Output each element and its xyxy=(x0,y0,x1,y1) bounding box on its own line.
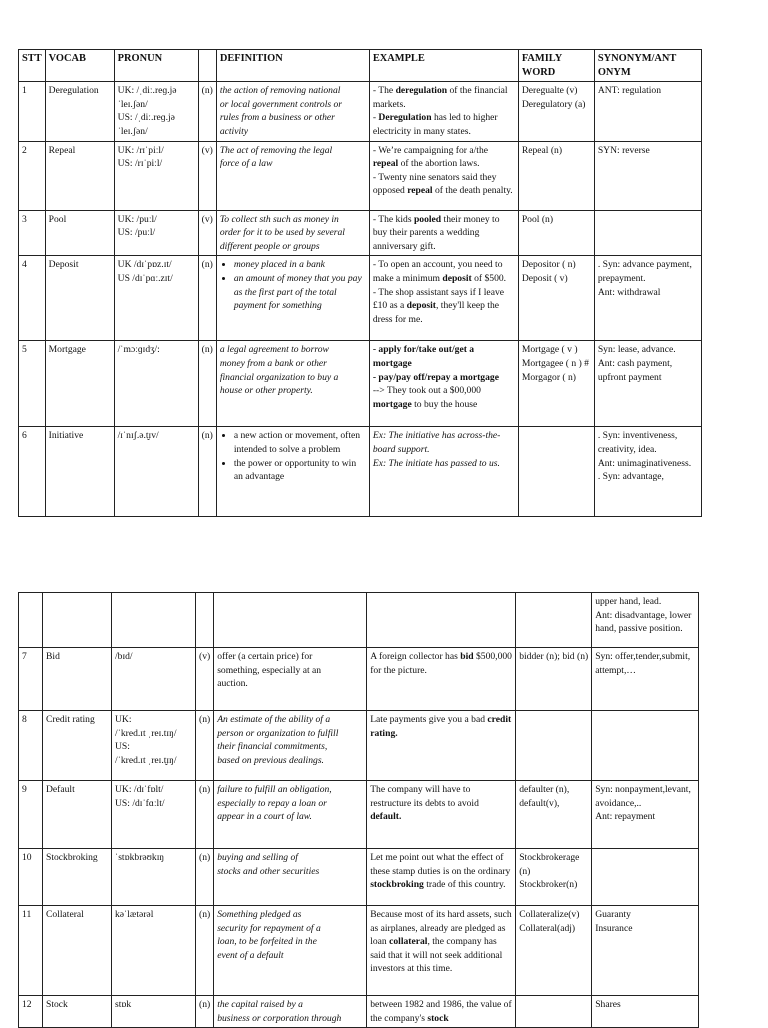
pronunciation xyxy=(112,711,196,781)
table-row xyxy=(19,141,702,210)
synonym-line: Ant: disadvantage, lower hand, passive position. xyxy=(595,609,694,635)
header-vocab: VOCAB xyxy=(45,50,114,82)
synonym-line: Guaranty xyxy=(595,909,631,920)
family-word: defaulter (n), xyxy=(519,784,570,795)
family-word: Mortgagee ( n ) # Morgagor ( n) xyxy=(521,357,592,383)
family-word: Depositor ( n) xyxy=(521,259,576,271)
synonym-antonym xyxy=(592,648,699,711)
example xyxy=(369,141,518,210)
pronunciation-line: stɒk xyxy=(115,999,132,1010)
table-2-body xyxy=(19,593,699,1028)
family-word: Repeal (n) xyxy=(521,144,563,156)
part-of-speech xyxy=(196,593,214,648)
part-of-speech: (v) xyxy=(196,648,214,711)
synonym-line: . Syn: advantage, xyxy=(597,471,664,483)
definition-list xyxy=(220,258,366,312)
definition-line: something, especially at an xyxy=(217,664,322,676)
synonym-antonym xyxy=(594,256,701,341)
definition-line: person or organization to fulfill xyxy=(217,727,339,739)
row-number: 9 xyxy=(19,781,43,849)
definition-line: loan, to be forfeited in the xyxy=(217,936,317,948)
pronunciation xyxy=(114,427,198,517)
pronunciation-line: ˈstɒkbrəʊkɪŋ xyxy=(115,852,165,863)
header-family: FAMILY WORD xyxy=(518,50,594,82)
family-words xyxy=(516,849,592,906)
definition xyxy=(216,141,369,210)
pronunciation-line: UK: /puːl/ xyxy=(117,213,157,225)
part-of-speech: (n) xyxy=(196,781,214,849)
definition xyxy=(214,593,367,648)
definition xyxy=(216,210,369,256)
part-of-speech: (v) xyxy=(198,210,216,256)
synonym-line: Ant: repayment xyxy=(595,811,656,823)
table-row xyxy=(19,256,702,341)
synonym-line: . Syn: inventiveness, creativity, idea. xyxy=(597,430,680,455)
table-row xyxy=(19,906,699,996)
pronunciation-line: /ˈkred.ɪt ˌreɪ.t̬ɪŋ/ xyxy=(115,754,177,766)
definition-line: appear in a court of law. xyxy=(217,811,312,823)
header-example: EXAMPLE xyxy=(369,50,518,82)
table-row xyxy=(19,648,699,711)
part-of-speech: (v) xyxy=(198,141,216,210)
table-row xyxy=(19,849,699,906)
example-line: A foreign collector has bid $500,000 for the picture. xyxy=(370,651,515,676)
pronunciation xyxy=(112,781,196,849)
definition-item: • a new action or movement, often intended to solve a problem xyxy=(234,429,366,456)
example xyxy=(369,341,518,427)
definition-line: force of a law xyxy=(219,158,273,170)
synonym-antonym xyxy=(592,593,699,648)
example-keyword: deposit xyxy=(442,272,472,284)
example-line: - We’re campaigning for a/the repeal of the abortion laws. xyxy=(372,144,491,170)
definition-line: rules from a business or other xyxy=(219,112,335,124)
example xyxy=(367,906,516,996)
example xyxy=(369,256,518,341)
table-row xyxy=(19,781,699,849)
row-number: 7 xyxy=(19,648,43,711)
pronunciation xyxy=(114,141,198,210)
definition xyxy=(216,82,369,141)
definition-line: the capital raised by a xyxy=(217,999,303,1010)
definition-line: the action of removing national xyxy=(219,85,341,97)
example-keyword: collateral xyxy=(389,936,428,948)
family-words xyxy=(516,648,592,711)
example xyxy=(367,781,516,849)
vocab-word: Credit rating xyxy=(43,711,112,781)
definition xyxy=(214,648,367,711)
pronunciation-line: /ˈkred.ɪt ˌreɪ.tɪŋ/ xyxy=(115,727,177,739)
pronunciation xyxy=(112,996,196,1028)
example-line xyxy=(373,371,515,385)
example-line: - Deregulation has led to higher electricity in many states. xyxy=(372,112,501,137)
family-word: Stockbrokerage (n) xyxy=(519,852,582,877)
definition-line: house or other property. xyxy=(219,385,313,397)
vocab-table-2 xyxy=(18,592,699,1028)
synonym-line: prepayment. xyxy=(597,272,646,284)
pronunciation-line: kəˈlætərəl xyxy=(115,909,154,920)
vocab-word: Collateral xyxy=(43,906,112,996)
example xyxy=(367,711,516,781)
header-definition: DEFINITION xyxy=(216,50,369,82)
definition-item: • an amount of money that you pay as the first part of the total payment for something xyxy=(234,272,366,313)
family-word: Deregulatory (a) xyxy=(521,98,586,110)
definition-item: • the power or opportunity to win an advantage xyxy=(234,457,366,484)
pronunciation xyxy=(114,210,198,256)
synonym-antonym xyxy=(594,341,701,427)
example-keyword: deregulation xyxy=(395,85,448,97)
row-number: 11 xyxy=(19,906,43,996)
part-of-speech: (n) xyxy=(198,427,216,517)
example xyxy=(367,996,516,1028)
example-keyword: stock xyxy=(427,1012,449,1024)
pronunciation xyxy=(112,648,196,711)
definition-line: especially to repay a loan or xyxy=(217,797,327,809)
table-row xyxy=(19,593,699,648)
synonym-line: Shares xyxy=(595,999,621,1010)
family-word: Deregualte (v) xyxy=(521,85,578,97)
part-of-speech: (n) xyxy=(196,996,214,1028)
pronunciation-line: ˈleɪ.ʃən/ xyxy=(117,98,148,110)
synonym-line: Insurance xyxy=(595,922,633,934)
family-word: bidder (n); bid (n) xyxy=(519,651,589,662)
family-words xyxy=(516,781,592,849)
example-line: - The kids pooled their money to buy their parents a wedding anniversary gift. xyxy=(372,213,502,252)
vocab-word: Stockbroking xyxy=(43,849,112,906)
family-words xyxy=(518,141,594,210)
pronunciation-line: UK: /rɪˈpiːl/ xyxy=(117,144,164,156)
example-line: Late payments give you a bad credit rating. xyxy=(370,714,514,739)
header-pronun: PRONUN xyxy=(114,50,198,82)
pronunciation-line: UK: xyxy=(115,714,132,725)
vocab-word: Mortgage xyxy=(45,341,114,427)
vocab-word: Bid xyxy=(43,648,112,711)
example-line: Let me point out what the effect of these stamp duties is on the ordinary stockbroking trade of this country. xyxy=(370,852,513,891)
definition xyxy=(216,256,369,341)
pronunciation-line: US: /puːl/ xyxy=(117,227,156,239)
family-words xyxy=(518,210,594,256)
synonym-line: SYN: reverse xyxy=(597,144,650,156)
table-1-body xyxy=(19,82,702,517)
vocab-word: Initiative xyxy=(45,427,114,517)
example-keyword: Deregulation xyxy=(378,112,432,124)
definition xyxy=(216,427,369,517)
definition-line: Something pledged as xyxy=(217,909,302,920)
example-line: Ex: The initiative has across-the-board support. xyxy=(372,430,501,455)
pronunciation-line: ˈleɪ.ʃən/ xyxy=(117,125,148,137)
example-line: - The shop assistant says if I leave £10 as a deposit, they'll keep the dress for me. xyxy=(372,286,507,325)
part-of-speech: (n) xyxy=(196,849,214,906)
definition-line: To collect sth such as money in xyxy=(219,213,339,225)
synonym-line: . Syn: advance payment, xyxy=(597,259,692,271)
definition-line: based on previous dealings. xyxy=(217,754,324,766)
definition xyxy=(214,849,367,906)
definition-line: business or corporation through xyxy=(217,1012,342,1024)
pronunciation-line: /ɪˈnɪʃ.ə.t̬ɪv/ xyxy=(117,430,159,442)
table-row xyxy=(19,82,702,141)
example-line: - To open an account, you need to make a minimum deposit of $500. xyxy=(372,259,507,284)
synonym-line: upper hand, lead. xyxy=(595,596,662,607)
definition-line: security for repayment of a xyxy=(217,922,321,934)
row-number: 2 xyxy=(19,141,46,210)
synonym-antonym xyxy=(594,82,701,141)
definition-line: stocks and other securities xyxy=(217,865,320,877)
definition-line: offer (a certain price) for xyxy=(217,651,313,662)
example-keyword: deposit xyxy=(406,300,436,312)
synonym-antonym xyxy=(594,427,701,517)
definition-line: different people or groups xyxy=(219,240,320,252)
row-number xyxy=(19,593,43,648)
family-word: Pool (n) xyxy=(521,213,554,225)
row-number: 5 xyxy=(19,341,46,427)
definition-line: a legal agreement to borrow xyxy=(219,344,329,356)
synonym-line: Ant: cash payment, upfront payment xyxy=(597,357,675,383)
example-keyword: repeal xyxy=(407,185,433,197)
pronunciation xyxy=(114,82,198,141)
definition xyxy=(214,906,367,996)
example xyxy=(369,82,518,141)
header-row xyxy=(19,50,702,82)
vocab-word: Deregulation xyxy=(45,82,114,141)
example-line: - The deregulation of the financial markets. xyxy=(372,85,510,110)
row-number: 6 xyxy=(19,427,46,517)
family-words xyxy=(516,711,592,781)
pronunciation-line: US: /dɪˈfɑːlt/ xyxy=(115,797,165,809)
header-stt: STT xyxy=(19,50,46,82)
family-words xyxy=(518,256,594,341)
synonym-antonym xyxy=(594,141,701,210)
vocab-word: Pool xyxy=(45,210,114,256)
family-word: Deposit ( v) xyxy=(521,272,568,284)
definition-line: money from a bank or other xyxy=(219,357,327,369)
example-line: Because most of its hard assets, such as airplanes, already are pledged as loan collateral, the company has said that it will not seek additional investors at this time. xyxy=(370,909,515,975)
part-of-speech: (n) xyxy=(198,341,216,427)
pronunciation-line: UK: /ˌdiː.reɡ.jə xyxy=(117,85,177,97)
definition-list xyxy=(220,429,366,483)
row-number: 10 xyxy=(19,849,43,906)
row-number: 8 xyxy=(19,711,43,781)
synonym-antonym xyxy=(592,849,699,906)
family-words xyxy=(516,593,592,648)
synonym-antonym xyxy=(594,210,701,256)
family-word: Stockbroker(n) xyxy=(519,879,578,891)
synonym-line: Syn: nonpayment,levant, avoidance,.. xyxy=(595,784,694,809)
example-keyword: stockbroking xyxy=(370,879,424,891)
pronunciation-line: UK: /dɪˈfɒlt/ xyxy=(115,784,164,795)
synonym-antonym xyxy=(592,996,699,1028)
row-number: 12 xyxy=(19,996,43,1028)
family-words xyxy=(518,82,594,141)
example-keyword: - pay/pay off/repay a mortgage xyxy=(372,371,499,383)
family-word: default(v), xyxy=(519,797,560,809)
example xyxy=(367,648,516,711)
definition-line: auction. xyxy=(217,678,248,690)
example-keyword: bid xyxy=(460,651,474,662)
family-words xyxy=(516,996,592,1028)
synonym-line: Ant: unimaginativeness. xyxy=(597,457,692,469)
pronunciation xyxy=(112,906,196,996)
definition-line: event of a default xyxy=(217,949,284,961)
part-of-speech: (n) xyxy=(196,711,214,781)
family-words xyxy=(518,341,594,427)
family-words xyxy=(516,906,592,996)
definition xyxy=(214,711,367,781)
synonym-antonym xyxy=(592,781,699,849)
vocab-table-1 xyxy=(18,49,702,517)
example xyxy=(367,849,516,906)
synonym-line: Syn: offer,tender,submit, attempt,… xyxy=(595,651,693,676)
definition-line: or local government controls or xyxy=(219,98,343,110)
definition-line: An estimate of the ability of a xyxy=(217,714,331,725)
pronunciation xyxy=(114,256,198,341)
definition xyxy=(214,781,367,849)
header-pos xyxy=(198,50,216,82)
vocab-word: Stock xyxy=(43,996,112,1028)
definition-line: failure to fulfill an obligation, xyxy=(217,784,332,795)
vocab-word: Repeal xyxy=(45,141,114,210)
example-keyword: - apply for/take out/get a mortgage xyxy=(372,344,477,369)
example-keyword: pooled xyxy=(413,213,442,225)
pronunciation xyxy=(112,593,196,648)
example-keyword: default. xyxy=(370,811,402,823)
definition-line: order for it to be used by several xyxy=(219,227,345,239)
example-line xyxy=(373,343,515,370)
table-row xyxy=(19,427,702,517)
vocab-word: Deposit xyxy=(45,256,114,341)
example-keyword: credit rating. xyxy=(370,714,514,739)
definition xyxy=(216,341,369,427)
pronunciation xyxy=(114,341,198,427)
definition-line: their financial commitments, xyxy=(217,741,328,753)
pronunciation-line: UK /dɪˈpɒz.ɪt/ xyxy=(117,259,172,271)
example-line: --> They took out a $00,000 mortgage to buy the house xyxy=(372,385,484,410)
synonym-line: Syn: lease, advance. xyxy=(597,344,676,356)
definition xyxy=(214,996,367,1028)
family-word: Mortgage ( v ) xyxy=(521,344,578,356)
example-line: Ex: The initiate has passed to us. xyxy=(372,457,500,469)
pronunciation-line: US: xyxy=(115,741,130,753)
synonym-antonym xyxy=(592,906,699,996)
definition-line: financial organization to buy a xyxy=(219,371,339,383)
family-word: Collateral(adj) xyxy=(519,922,576,934)
table-row xyxy=(19,341,702,427)
table-row xyxy=(19,210,702,256)
definition-line: activity xyxy=(219,125,249,137)
row-number: 4 xyxy=(19,256,46,341)
definition-line: The act of removing the legal xyxy=(219,144,333,156)
vocab-word: Default xyxy=(43,781,112,849)
pronunciation-line: US /dɪˈpɑː.zɪt/ xyxy=(117,272,173,284)
example-line: - Twenty nine senators said they opposed repeal of the death penalty. xyxy=(372,171,513,197)
row-number: 1 xyxy=(19,82,46,141)
part-of-speech: (n) xyxy=(198,82,216,141)
example xyxy=(369,210,518,256)
table-row xyxy=(19,996,699,1028)
pronunciation-line: /bɪd/ xyxy=(115,651,133,662)
synonym-line: ANT: regulation xyxy=(597,85,662,97)
pronunciation-line: US: /rɪˈpiːl/ xyxy=(117,158,163,170)
header-synonym: SYNONYM/ANT ONYM xyxy=(594,50,701,82)
part-of-speech: (n) xyxy=(196,906,214,996)
example xyxy=(369,427,518,517)
example-line: between 1982 and 1986, the value of the company's stock xyxy=(370,999,515,1024)
synonym-antonym xyxy=(592,711,699,781)
row-number: 3 xyxy=(19,210,46,256)
family-words xyxy=(518,427,594,517)
synonym-line: Ant: withdrawal xyxy=(597,286,661,298)
example-line: The company will have to restructure its debts to avoid default. xyxy=(370,784,482,823)
definition-line: buying and selling of xyxy=(217,852,298,863)
vocab-word xyxy=(43,593,112,648)
definition-item: • money placed in a bank xyxy=(234,258,366,272)
pronunciation xyxy=(112,849,196,906)
part-of-speech: (n) xyxy=(198,256,216,341)
pronunciation-line: /ˈmɔːɡɪdʒ/: xyxy=(117,344,160,356)
example-keyword: mortgage xyxy=(372,398,412,410)
example-keyword: repeal xyxy=(372,158,399,170)
example xyxy=(367,593,516,648)
table-row xyxy=(19,711,699,781)
pronunciation-line: US: /ˌdiː.reɡ.jə xyxy=(117,112,175,124)
family-word: Collateralize(v) xyxy=(519,909,580,920)
